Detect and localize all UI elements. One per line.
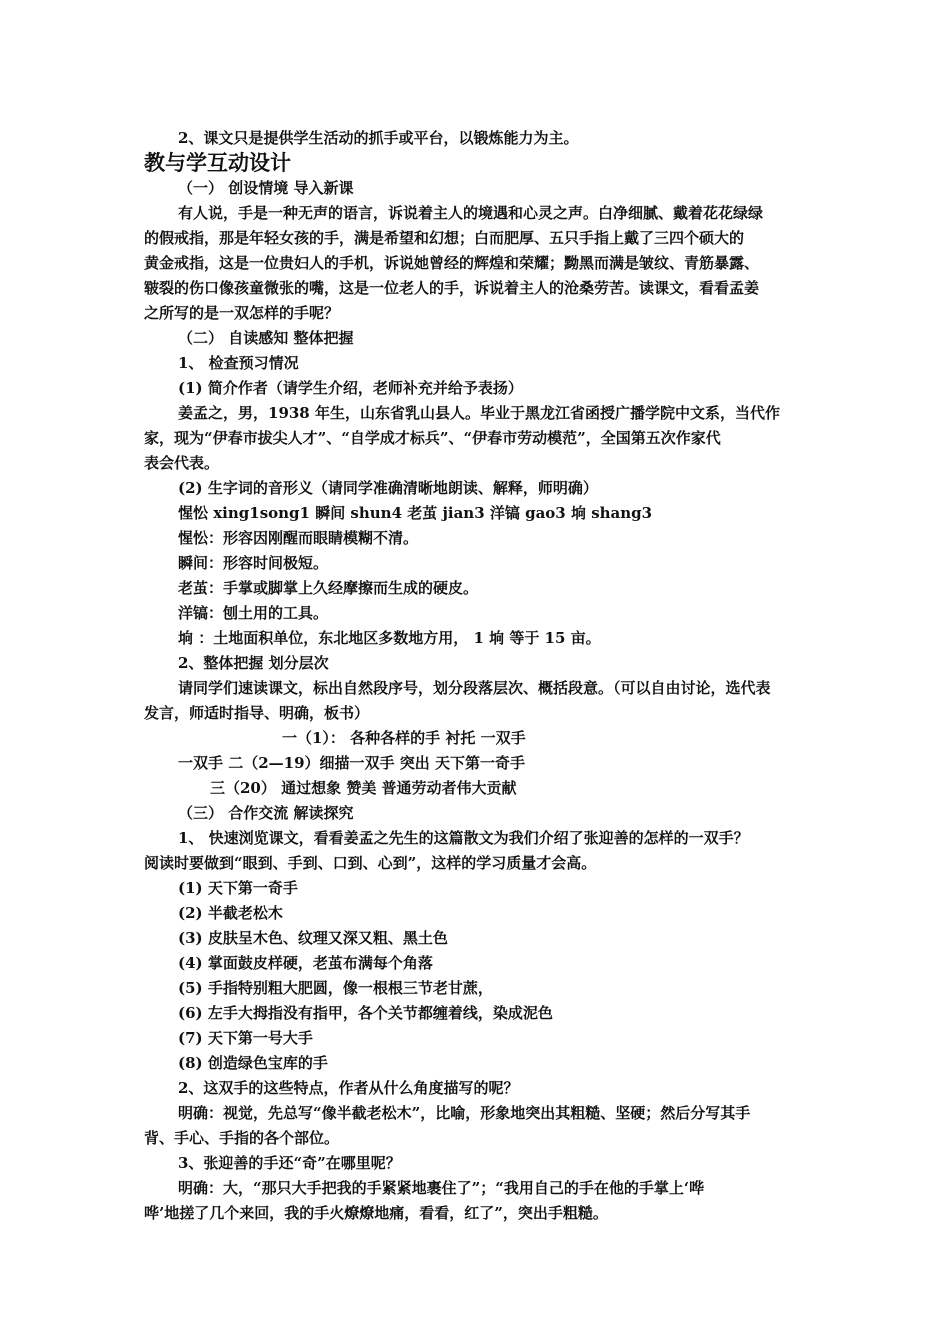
text-line: 背、手心、手指的各个部位。	[144, 1129, 340, 1147]
text-line: 家，现为“伊春市拔尖人才”、“自学成才标兵”、“伊春市劳动模范”，全国第五次作家代	[144, 429, 721, 447]
text-line: 惺忪 xing1song1 瞬间 shun4 老茧 jian3 洋镐 gao3 垧 shang3	[178, 504, 653, 522]
text-line: 垧 ：土地面积单位，东北地区多数地方用， 1 垧 等于 15 亩。	[178, 629, 601, 647]
subsection-heading: （二） 自读感知 整体把握	[178, 329, 354, 347]
text-line: 2、整体把握 划分层次	[178, 654, 329, 672]
text-line: (2) 生字词的音形义（请同学准确清晰地朗读、解释，师明确）	[178, 479, 598, 497]
list-item: (3) 皮肤呈木色、纹理又深又粗、黑土色	[178, 929, 448, 947]
list-item: (6) 左手大拇指没有指甲，各个关节都缠着线，染成泥色	[178, 1004, 553, 1022]
text-line: 哗’地搓了几个来回，我的手火燎燎地痛，看看，红了”，突出手粗糙。	[144, 1204, 608, 1222]
list-item: (4) 掌面鼓皮样硬，老茧布满每个角落	[178, 954, 433, 972]
subsection-heading: （三） 合作交流 解读探究	[178, 804, 354, 822]
text-line: 一双手 二（2—19）细描一双手 突出 天下第一奇手	[178, 754, 525, 772]
text-line: 1、 检查预习情况	[178, 354, 299, 372]
text-line: 2、课文只是提供学生活动的抓手或平台，以锻炼能力为主。	[178, 129, 579, 147]
text-line: 黄金戒指，这是一位贵妇人的手机，诉说她曾经的辉煌和荣耀；黝黑而满是皱纹、青筋暴露、	[144, 254, 760, 272]
text-line: 有人说，手是一种无声的语言，诉说着主人的境遇和心灵之声。白净细腻、戴着花花绿绿	[178, 204, 764, 222]
text-line: 表会代表。	[144, 454, 220, 472]
list-item: (2) 半截老松木	[178, 904, 283, 922]
text-line: 之所写的是一双怎样的手呢？	[144, 304, 340, 322]
text-line: 惺忪：形容因刚醒而眼睛模糊不清。	[178, 529, 419, 547]
text-line: 明确：大，“那只大手把我的手紧紧地裹住了”；“我用自己的手在他的手掌上‘哗	[178, 1179, 705, 1197]
text-line: 明确：视觉，先总写“像半截老松木”，比喻，形象地突出其粗糙、坚硬；然后分写其手	[178, 1104, 751, 1122]
section-heading: 教与学互动设计	[144, 150, 291, 175]
list-item: (8) 创造绿色宝库的手	[178, 1054, 328, 1072]
list-item: (5) 手指特别粗大肥圆，像一根根三节老甘蔗，	[178, 979, 493, 997]
text-line: 2、这双手的这些特点，作者从什么角度描写的呢？	[178, 1079, 519, 1097]
text-line: 3、张迎善的手还“奇”在哪里呢？	[178, 1154, 401, 1172]
list-item: (1) 天下第一奇手	[178, 879, 298, 897]
list-item: (7) 天下第一号大手	[178, 1029, 313, 1047]
text-line: 阅读时要做到“眼到、手到、口到、心到”，这样的学习质量才会高。	[144, 854, 597, 872]
text-line: 一（1）： 各种各样的手 衬托 一双手	[282, 729, 526, 747]
text-line: 1、 快速浏览课文，看看姜孟之先生的这篇散文为我们介绍了张迎善的怎样的一双手？	[178, 829, 749, 847]
text-line: 发言，师适时指导、明确，板书）	[144, 704, 370, 722]
text-line: 三（20） 通过想象 赞美 普通劳动者伟大贡献	[210, 779, 517, 797]
text-line: 老茧：手掌或脚掌上久经摩擦而生成的硬皮。	[178, 579, 479, 597]
text-line: 请同学们速读课文，标出自然段序号，划分段落层次、概括段意。（可以自由讨论，选代表	[178, 679, 771, 697]
text-line: 皲裂的伤口像孩童微张的嘴，这是一位老人的手，诉说着主人的沧桑劳苦。读课文，看看孟姜	[144, 279, 760, 297]
text-line: 姜孟之，男，1938 年生，山东省乳山县人。毕业于黑龙江省函授广播学院中文系，当代作	[178, 404, 780, 422]
subsection-heading: （一） 创设情境 导入新课	[178, 179, 354, 197]
text-line: 的假戒指，那是年轻女孩的手，满是希望和幻想；白而肥厚、五只手指上戴了三四个硕大的	[144, 229, 745, 247]
text-line: (1) 简介作者（请学生介绍，老师补充并给予表扬）	[178, 379, 523, 397]
text-line: 洋镐：刨土用的工具。	[178, 604, 329, 622]
text-line: 瞬间：形容时间极短。	[178, 554, 329, 572]
